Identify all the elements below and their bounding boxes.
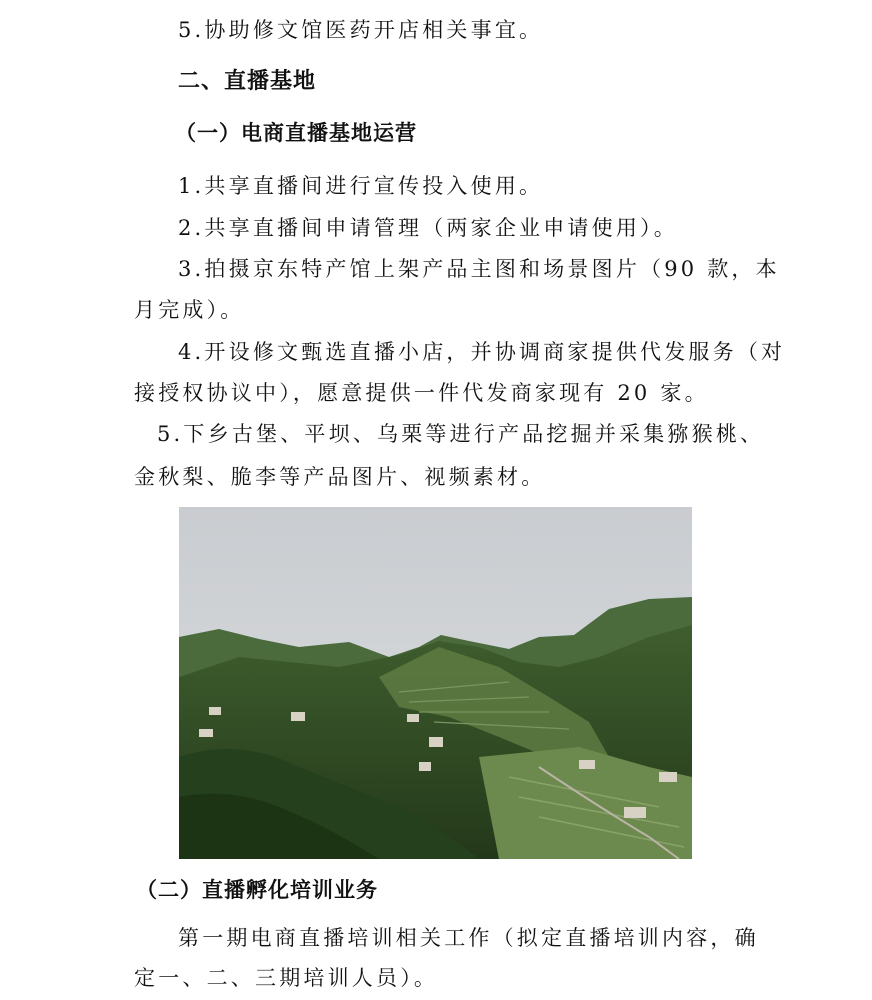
list-item: 4.开设修文甄选直播小店，并协调商家提供代发服务（对 xyxy=(178,340,786,364)
list-item: 5.协助修文馆医药开店相关事宜。 xyxy=(178,18,544,42)
list-item: 1.共享直播间进行宣传投入使用。 xyxy=(178,174,544,198)
list-item: 5.下乡古堡、平坝、乌栗等进行产品挖掘并采集猕猴桃、 xyxy=(157,422,765,446)
landscape-photo xyxy=(179,507,692,859)
list-item-continued: 月完成）。 xyxy=(134,298,245,322)
paragraph: 第一期电商直播培训相关工作（拟定直播培训内容，确 xyxy=(178,926,759,950)
list-item: 2.共享直播间申请管理（两家企业申请使用）。 xyxy=(178,216,678,240)
list-item-continued: 接授权协议中），愿意提供一件代发商家现有 20 家。 xyxy=(134,381,709,405)
subsection-heading: （二）直播孵化培训业务 xyxy=(136,878,378,902)
section-heading: 二、直播基地 xyxy=(178,69,317,94)
list-item-continued: 金秋梨、脆李等产品图片、视频素材。 xyxy=(134,465,546,489)
paragraph-continued: 定一、二、三期培训人员）。 xyxy=(134,966,439,990)
subsection-heading: （一）电商直播基地运营 xyxy=(175,121,417,145)
list-item: 3.拍摄京东特产馆上架产品主图和场景图片（90 款，本 xyxy=(178,257,780,281)
